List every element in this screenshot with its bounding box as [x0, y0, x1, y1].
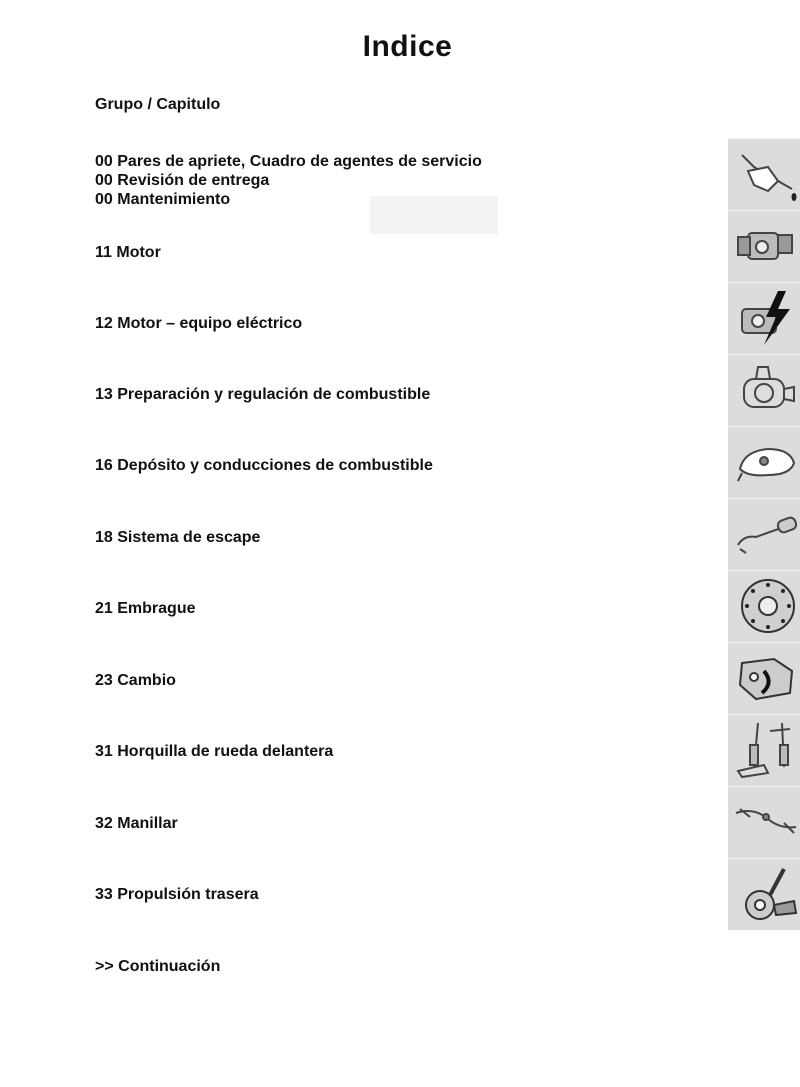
index-entry-18[interactable]: 18 Sistema de escape	[95, 529, 261, 546]
tab-18[interactable]	[728, 498, 800, 569]
index-entry-21[interactable]: 21 Embrague	[95, 600, 196, 617]
tab-33[interactable]	[728, 858, 800, 929]
column-subheading: Grupo / Capitulo	[95, 96, 221, 113]
index-entry-00[interactable]	[95, 152, 482, 209]
fuel-injection-icon	[734, 361, 798, 419]
tab-21[interactable]	[728, 570, 800, 641]
tab-16[interactable]	[728, 426, 800, 497]
entry-00-maintenance[interactable]: 00 Mantenimiento	[95, 191, 231, 208]
tab-12[interactable]	[728, 282, 800, 353]
engine-electrical-icon	[734, 289, 798, 347]
tab-31[interactable]	[728, 714, 800, 785]
tab-23[interactable]	[728, 642, 800, 713]
index-entry-33[interactable]: 33 Propulsión trasera	[95, 886, 259, 903]
index-entry-16[interactable]: 16 Depósito y conducciones de combustible	[95, 457, 433, 474]
clutch-icon	[734, 577, 798, 635]
oil-can-icon	[734, 145, 798, 203]
index-entry-13[interactable]: 13 Preparación y regulación de combustible	[95, 386, 431, 403]
exhaust-icon	[734, 505, 798, 563]
front-fork-icon	[734, 721, 798, 779]
index-entry-32[interactable]: 32 Manillar	[95, 815, 178, 832]
index-entry-31[interactable]: 31 Horquilla de rueda delantera	[95, 743, 334, 760]
fuel-tank-icon	[734, 433, 798, 491]
tab-32[interactable]	[728, 786, 800, 857]
tab-13[interactable]	[728, 354, 800, 425]
rear-drive-icon	[734, 865, 798, 923]
chapter-tab-strip	[728, 138, 800, 930]
index-entry-23[interactable]: 23 Cambio	[95, 672, 176, 689]
handlebar-icon	[734, 793, 798, 851]
engine-icon	[734, 217, 798, 275]
continue-link[interactable]: >> Continuación	[95, 958, 221, 975]
gearbox-icon	[734, 649, 798, 707]
index-entry-11[interactable]: 11 Motor	[95, 244, 161, 261]
tab-11[interactable]	[728, 210, 800, 281]
entry-00-delivery-check[interactable]: 00 Revisión de entrega	[95, 172, 270, 189]
index-entry-12[interactable]: 12 Motor – equipo eléctrico	[95, 315, 303, 332]
entry-00-torques[interactable]: 00 Pares de apriete, Cuadro de agentes de servicio	[95, 153, 482, 170]
tab-00[interactable]	[728, 138, 800, 209]
page-title: Indice	[362, 30, 453, 63]
